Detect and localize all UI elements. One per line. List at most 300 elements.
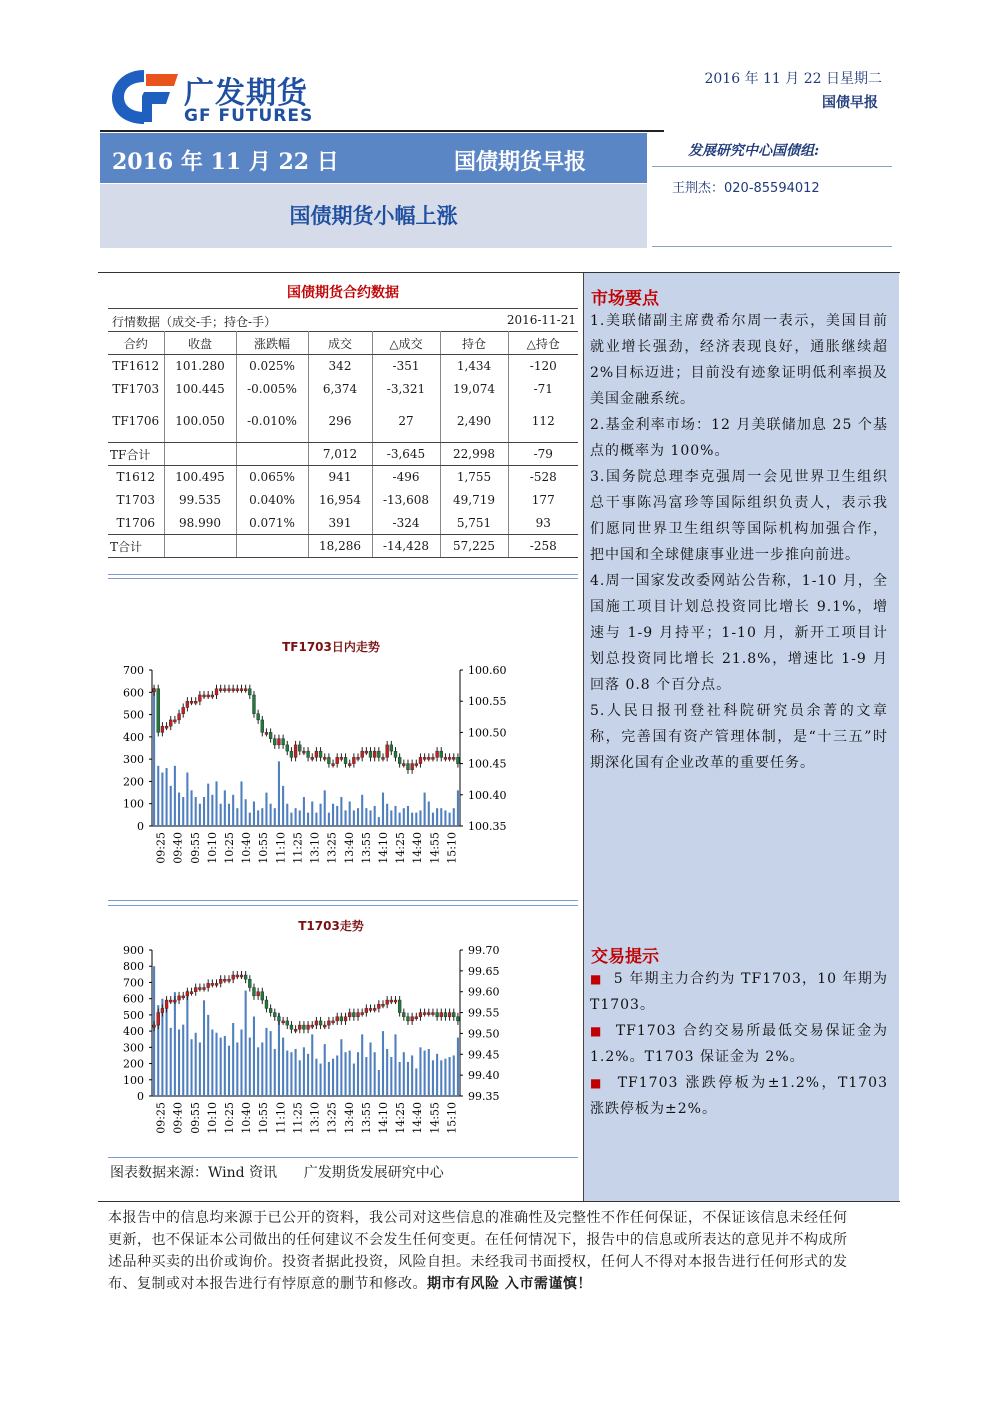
x-tick-label: 13:25 (325, 832, 339, 864)
volume-bar (444, 1059, 446, 1096)
volume-bar (211, 1029, 213, 1096)
volume-bar (295, 808, 297, 826)
x-tick-label: 10:40 (240, 1102, 254, 1134)
company-logo (108, 66, 368, 128)
volume-bar (361, 1034, 363, 1096)
candle-body (448, 1013, 451, 1017)
market-title: 市场要点 (591, 289, 659, 309)
col-header: 持仓 (440, 332, 508, 355)
headline: 国债期货小幅上涨 (100, 184, 647, 248)
candle-body (248, 979, 251, 987)
volume-bar (161, 773, 163, 826)
col-header: 涨跌幅 (236, 332, 308, 355)
volume-bar (178, 1029, 180, 1096)
x-tick-label: 14:10 (377, 832, 390, 864)
candle-body (411, 1017, 414, 1021)
volume-bar (195, 797, 197, 826)
volume-bar (253, 801, 255, 826)
volume-bar (369, 1042, 371, 1096)
chart2-svg (108, 940, 528, 1150)
candle-body (282, 1021, 285, 1023)
volume-bar (357, 808, 359, 826)
candle-body (207, 695, 210, 697)
candle-body (456, 757, 459, 763)
volume-bar (203, 797, 205, 826)
candle-body (377, 1004, 380, 1008)
candle-body (402, 1013, 405, 1017)
candle-body (186, 992, 189, 996)
volume-bar (240, 1029, 242, 1096)
candle-body (165, 726, 168, 728)
volume-bar (320, 1064, 322, 1096)
x-tick-label: 14:10 (377, 1102, 390, 1134)
candle-body (456, 1017, 459, 1021)
volume-bar (332, 804, 334, 826)
x-tick-label: 13:40 (342, 832, 356, 864)
right-tick-label: 100.40 (468, 788, 507, 802)
x-tick-label: 10:10 (205, 1102, 219, 1134)
x-tick-label: 15:10 (445, 832, 459, 864)
volume-bar (336, 1055, 338, 1096)
candle-body (169, 720, 172, 726)
candle-body (273, 739, 276, 745)
candle-body (194, 701, 197, 703)
candle-body (390, 745, 393, 751)
team-name: 发展研究中心国债组: (688, 143, 820, 159)
candle-body (431, 1013, 434, 1015)
chart1-title: TF1703日内走势 (282, 640, 380, 654)
volume-bar (361, 795, 363, 826)
candle-body (173, 720, 176, 722)
volume-bar (399, 813, 401, 826)
volume-bar (403, 1052, 405, 1096)
candle-body (369, 751, 372, 757)
col-header: 成交 (308, 332, 372, 355)
section-rule (108, 574, 578, 575)
volume-bar (378, 817, 380, 826)
volume-bar (457, 1038, 459, 1096)
tip-item: ■ 5 年期主力合约为 TF1703，10 年期为 T1703。 (590, 971, 888, 1013)
candle-body (153, 689, 156, 692)
volume-bar (278, 761, 280, 826)
volume-bar (307, 813, 309, 826)
volume-bar (428, 1049, 430, 1096)
table-subheader (108, 309, 578, 331)
x-tick-label: 15:10 (445, 1102, 459, 1134)
right-tick-label: 100.45 (468, 757, 507, 771)
candle-body (394, 1000, 397, 1002)
title-bar-date: 2016 年 11 月 22 日 (112, 149, 339, 175)
candle-body (211, 983, 214, 985)
volume-bar (290, 813, 292, 826)
candle-body (161, 726, 164, 732)
candle-body (452, 1013, 455, 1017)
volume-bar (295, 1049, 297, 1096)
volume-bar (166, 1000, 168, 1096)
candle-body (398, 757, 401, 763)
candle-body (223, 689, 226, 691)
volume-bar (432, 1060, 434, 1096)
disclaimer-warning: 期市有风险 入市需谨慎！ (427, 1276, 592, 1292)
candle-body (382, 1004, 385, 1006)
candle-body (415, 1017, 418, 1019)
candle-body (390, 1000, 393, 1002)
candle-body (232, 689, 235, 691)
volume-bar (278, 1013, 280, 1096)
candle-body (294, 745, 297, 757)
x-tick-label: 11:10 (274, 1102, 288, 1134)
volume-bar (265, 793, 267, 826)
volume-bar (195, 1033, 197, 1096)
volume-bar (394, 1034, 396, 1096)
candle-body (307, 1025, 310, 1029)
volume-bar (345, 810, 347, 826)
x-tick-label: 09:55 (188, 832, 202, 864)
x-tick-label: 09:40 (171, 832, 185, 864)
x-tick-label: 13:40 (342, 1102, 356, 1134)
left-tick-label: 700 (123, 976, 144, 990)
volume-bar (182, 1025, 184, 1096)
volume-bar (415, 1068, 417, 1096)
volume-bar (174, 992, 176, 1096)
volume-bar (299, 810, 301, 826)
candle-body (427, 757, 430, 759)
volume-bar (311, 801, 313, 826)
volume-bar (453, 808, 455, 826)
candle-body (228, 979, 231, 981)
candle-body (423, 757, 426, 759)
x-tick-label: 14:25 (394, 1102, 408, 1134)
volume-bar (386, 1049, 388, 1096)
candle-body (182, 707, 185, 713)
volume-bar (282, 1038, 284, 1096)
report-type: 国债早报 (822, 95, 878, 111)
candle-body (257, 714, 260, 720)
x-tick-label: 14:55 (428, 1102, 442, 1134)
candle-body (265, 1000, 268, 1008)
volume-bar (257, 810, 259, 826)
volume-bar (328, 1062, 330, 1096)
tip-item: ■ TF1703 合约交易所最低交易保证金为 1.2%。T1703 保证金为 2%。 (590, 1023, 889, 1065)
volume-bar (424, 1051, 426, 1096)
volume-bar (449, 813, 451, 826)
candle-body (373, 751, 376, 757)
candle-body (444, 757, 447, 759)
candle-body (357, 757, 360, 759)
candle-body (336, 757, 339, 763)
candle-body (269, 732, 272, 738)
volume-bar (211, 795, 213, 826)
volume-bar (228, 1046, 230, 1096)
volume-bar (311, 1034, 313, 1096)
volume-bar (324, 790, 326, 826)
candle-body (157, 689, 160, 733)
left-tick-label: 500 (123, 708, 144, 722)
volume-bar (407, 1062, 409, 1096)
volume-bar (424, 793, 426, 826)
volume-bar (320, 804, 322, 826)
gf-logo-icon (108, 66, 180, 128)
tip-item: ■ TF1703 涨跌停板为±1.2%，T1703 涨跌停板为±2%。 (590, 1075, 888, 1117)
candle-body (190, 701, 193, 703)
candle-body (203, 695, 206, 697)
candle-body (344, 757, 347, 763)
bullet-square-icon: ■ (590, 972, 603, 986)
section-rule (108, 900, 578, 901)
right-tick-label: 99.70 (468, 944, 500, 957)
volume-bar (215, 1033, 217, 1096)
table-row: TF1703 100.445 -0.005% 6,374 -3,321 19,074 -71 (108, 378, 578, 401)
volume-bar (303, 1047, 305, 1096)
volume-bar (328, 813, 330, 826)
volume-bar (390, 1057, 392, 1096)
candle-body (436, 1013, 439, 1017)
candle-body (357, 1013, 360, 1017)
volume-bar (240, 781, 242, 826)
left-tick-label: 600 (123, 686, 144, 700)
volume-bar (236, 808, 238, 826)
candle-body (315, 1021, 318, 1025)
candle-body (415, 764, 418, 766)
table-title: 国债期货合约数据 (287, 285, 399, 301)
volume-bar (390, 810, 392, 826)
candle-body (198, 695, 201, 701)
candle-body (165, 1000, 168, 1008)
volume-bar (261, 808, 263, 826)
volume-bar (220, 1038, 222, 1096)
section-rule (108, 905, 578, 906)
right-tick-label: 99.40 (468, 1069, 500, 1083)
volume-bar (315, 813, 317, 826)
candle-body (440, 751, 443, 757)
analyst-contact: 王荆杰：020-85594012 (672, 181, 820, 196)
volume-bar (353, 1064, 355, 1096)
volume-bar (386, 804, 388, 826)
candle-body (277, 739, 280, 745)
volume-bar (261, 1042, 263, 1096)
candle-body (452, 757, 455, 759)
x-tick-label: 14:25 (394, 832, 408, 864)
candle-body (207, 983, 210, 987)
volume-bar (403, 808, 405, 826)
volume-bar (282, 786, 284, 826)
team-rule-bottom (652, 246, 892, 247)
volume-bar (332, 1059, 334, 1096)
right-tick-label: 99.60 (468, 985, 500, 999)
candle-body (290, 1025, 293, 1029)
logo-en: GF FUTURES (184, 106, 314, 126)
bullet-square-icon: ■ (590, 1076, 604, 1090)
team-rule (652, 166, 892, 167)
x-tick-label: 13:55 (359, 832, 373, 864)
table-row: TF1612 101.280 0.025% 342 -351 1,434 -120 (108, 355, 578, 378)
candle-body (369, 1008, 372, 1010)
candle-body (257, 992, 260, 996)
candle-body (178, 996, 181, 1000)
volume-bar (357, 1052, 359, 1096)
candle-body (336, 1017, 339, 1021)
candle-body (219, 689, 222, 691)
volume-bar (324, 1044, 326, 1096)
x-tick-label: 13:10 (308, 1102, 322, 1134)
volume-bar (245, 991, 247, 1096)
candle-body (361, 1013, 364, 1015)
candle-body (448, 757, 451, 759)
x-tick-label: 14:55 (428, 832, 442, 864)
candle-body (377, 751, 380, 757)
left-tick-label: 300 (123, 1041, 144, 1055)
left-tick-label: 100 (123, 1073, 144, 1087)
table-row: TF1706 100.050 -0.010% 296 27 2,490 112 (108, 401, 578, 443)
candle-body (315, 751, 318, 757)
candle-body (386, 745, 389, 757)
volume-bar (349, 801, 351, 826)
candle-body (253, 988, 256, 996)
candle-body (386, 1000, 389, 1004)
candle-body (286, 745, 289, 751)
candle-body (423, 1013, 426, 1015)
x-tick-label: 10:55 (257, 1102, 271, 1134)
candle-body (332, 1021, 335, 1023)
candle-body (228, 689, 231, 691)
volume-bar (286, 804, 288, 826)
volume-bar (257, 1047, 259, 1096)
left-tick-label: 800 (123, 960, 144, 974)
market-item: 2.基金利率市场：12 月美联储加息 25 个基点的概率为 100%。 (590, 417, 888, 459)
candle-body (311, 1025, 314, 1027)
candle-body (203, 988, 206, 990)
x-tick-label: 10:40 (240, 832, 254, 864)
candle-body (173, 1000, 176, 1002)
disclaimer (108, 1207, 858, 1295)
left-tick-label: 0 (137, 820, 144, 833)
candle-body (244, 689, 247, 691)
volume-bar (178, 793, 180, 826)
candle-body (194, 988, 197, 992)
candle-body (236, 689, 239, 691)
candle-body (419, 757, 422, 763)
left-tick-label: 0 (137, 1090, 144, 1103)
candle-body (157, 1013, 160, 1026)
left-tick-label: 300 (123, 753, 144, 767)
title-bar (100, 133, 647, 183)
volume-bar (199, 1042, 201, 1096)
volume-bar (182, 797, 184, 826)
left-tick-label: 600 (123, 992, 144, 1006)
candle-body (311, 757, 314, 759)
volume-bar (345, 1052, 347, 1096)
volume-bar (399, 1062, 401, 1096)
candle-body (277, 1017, 280, 1021)
candle-body (402, 764, 405, 766)
candle-body (215, 983, 218, 985)
candle-body (273, 1013, 276, 1017)
volume-bar (349, 1051, 351, 1096)
candle-body (373, 1008, 376, 1010)
volume-bar (382, 793, 384, 826)
col-header: △成交 (372, 332, 440, 355)
table-row: T1706 98.990 0.071% 391 -324 5,751 93 (108, 512, 578, 535)
volume-bar (191, 790, 193, 826)
candle-body (253, 695, 256, 714)
volume-bar (378, 1070, 380, 1096)
table-row: TF合计 7,012 -3,645 22,998 -79 (108, 443, 578, 466)
volume-bar (428, 801, 430, 826)
candle-body (215, 689, 218, 695)
volume-bar (436, 1054, 438, 1096)
candle-body (182, 996, 185, 998)
candle-body (365, 1008, 368, 1012)
candle-body (352, 1013, 355, 1017)
candle-body (236, 975, 239, 977)
candle-body (294, 1029, 297, 1031)
candle-body (211, 695, 214, 697)
candle-body (348, 764, 351, 766)
candle-body (298, 1025, 301, 1029)
candle-body (382, 757, 385, 759)
volume-bar (265, 1028, 267, 1096)
volume-bar (207, 1015, 209, 1096)
candle-body (286, 1021, 289, 1025)
candle-body (407, 764, 410, 770)
candle-body (269, 1008, 272, 1012)
volume-bar (440, 1060, 442, 1096)
volume-bar (290, 1052, 292, 1096)
volume-bar (170, 1028, 172, 1096)
volume-bar (232, 1023, 234, 1096)
volume-bar (236, 1042, 238, 1096)
table-row: T1612 100.495 0.065% 941 -496 1,755 -528 (108, 466, 578, 489)
table-row: T1703 99.535 0.040% 16,954 -13,608 49,719 177 (108, 489, 578, 512)
right-tick-label: 99.50 (468, 1027, 500, 1041)
volume-bar (249, 1038, 251, 1096)
bullet-square-icon: ■ (590, 1024, 604, 1038)
x-tick-label: 09:55 (188, 1102, 202, 1134)
candle-body (327, 757, 330, 763)
table-header-row (108, 332, 578, 355)
title-bar-title: 国债期货早报 (454, 149, 587, 175)
candle-body (290, 751, 293, 757)
volume-bar (340, 1039, 342, 1096)
left-tick-label: 100 (123, 797, 144, 811)
volume-bar (270, 804, 272, 826)
volume-bar (199, 804, 201, 826)
right-tick-label: 100.35 (468, 820, 507, 833)
candle-body (190, 992, 193, 994)
candle-body (261, 720, 264, 732)
market-item: 1.美联储副主席费希尔周一表示，美国目前就业增长强劲，经济表现良好，通胀继续超 2%目标迈进；目前没有迹象证明低利率损及美国金融系统。 (590, 313, 888, 407)
volume-bar (232, 795, 234, 826)
market-item: 4.周一国家发改委网站公告称，1-10 月，全国施工项目计划总投资同比增长 9.1%，增速与 1-9 月持平；1-10 月，新开工项目计划总投资同比增长 21.8%，增速比 1-9 月回落 0.8 个百分点。 (590, 573, 888, 693)
volume-bar (315, 1059, 317, 1096)
candle-body (323, 757, 326, 759)
x-tick-label: 09:40 (171, 1102, 185, 1134)
candle-body (232, 975, 235, 979)
left-tick-label: 500 (123, 1008, 144, 1022)
volume-bar (336, 806, 338, 826)
candle-body (394, 751, 397, 757)
volume-bar (286, 1051, 288, 1096)
right-tick-label: 100.60 (468, 664, 507, 677)
candle-body (186, 701, 189, 707)
left-tick-label: 400 (123, 730, 144, 744)
volume-bar (374, 806, 376, 826)
candle-body (440, 1013, 443, 1017)
volume-bar (224, 1036, 226, 1096)
x-tick-label: 09:25 (154, 1102, 168, 1134)
volume-bar (407, 806, 409, 826)
left-tick-label: 900 (123, 944, 144, 957)
